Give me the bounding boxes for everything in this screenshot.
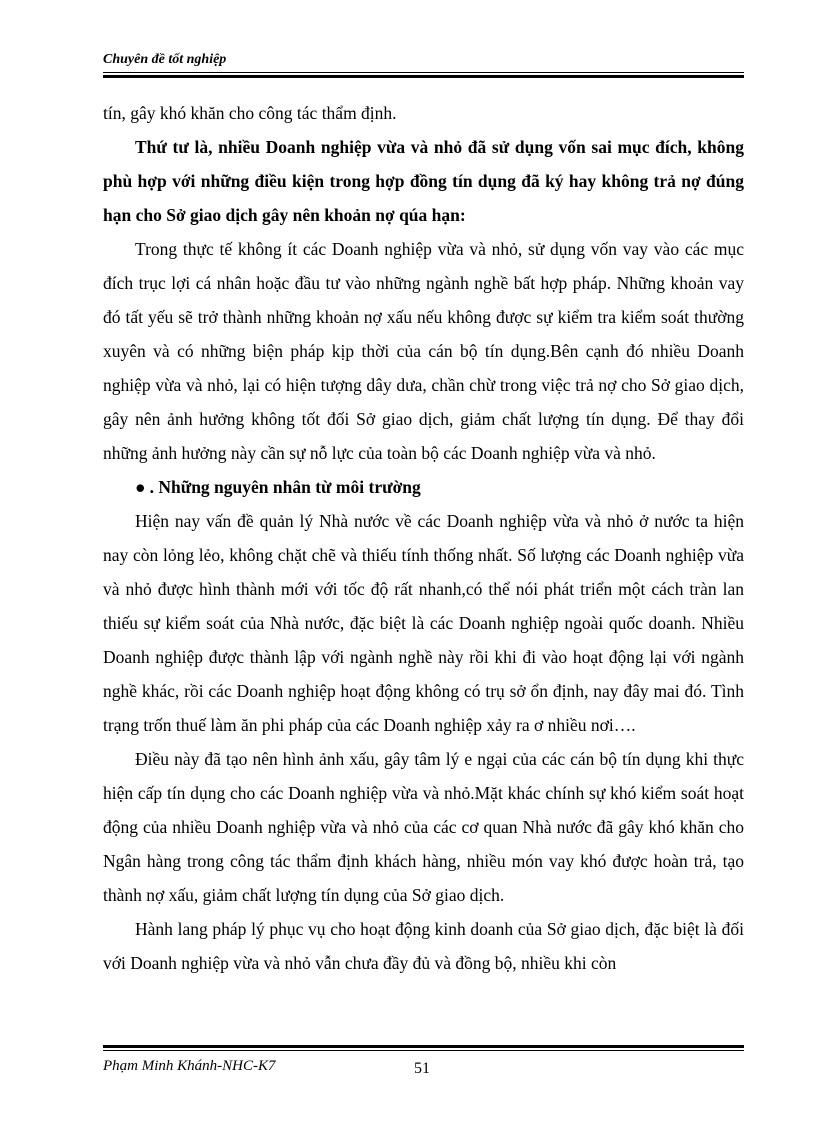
bullet-icon: ● (135, 477, 146, 497)
footer-rule-thick (103, 1045, 744, 1048)
bullet-heading-text: . Những nguyên nhân từ môi trường (149, 477, 421, 497)
paragraph-1: tín, gây khó khăn cho công tác thẩm định. (103, 103, 397, 123)
paragraph-4: Hiện nay vấn đề quản lý Nhà nước về các Doanh nghiệp vừa và nhỏ ở nước ta hiện nay còn lỏng lẻo, không chặt chẽ và thiếu tính thống nhất. Số lượng các Doanh nghiệp vừa và nhỏ được hình thành mới với tốc độ rất nhanh,có thể nói phát triển một cách tràn lan thiếu sự kiểm soát của Nhà nước, đặc biệt là các Doanh nghiệp ngoài quốc doanh. Nhiều Doanh nghiệp được thành lập với ngành nghề này rồi khi đi vào hoạt động lại với ngành nghề khác, rồi các Doanh nghiệp hoạt động không có trụ sở ổn định, nay đây mai đó. Tình trạng trốn thuế làm ăn phi pháp của các Doanh nghiệp xảy ra ơ nhiều nơi…. (103, 511, 744, 735)
paragraph-6: Hành lang pháp lý phục vụ cho hoạt động kinh doanh của Sở giao dịch, đặc biệt là đối với Doanh nghiệp vừa và nhỏ vẫn chưa đầy đủ và đồng bộ, nhiều khi còn (103, 919, 744, 973)
paragraph-2-bold-heading: Thứ tư là, nhiều Doanh nghiệp vừa và nhỏ đã sử dụng vốn sai mục đích, không phù hợp với những điều kiện trong hợp đồng tín dụng đã ký hay không trả nợ đúng hạn cho Sở giao dịch gây nên khoản nợ qúa hạn: (103, 137, 744, 225)
header-rule-thick (103, 75, 744, 78)
document-body (103, 96, 744, 980)
paragraph-5: Điều này đã tạo nên hình ảnh xấu, gây tâm lý e ngại của các cán bộ tín dụng khi thực hiện cấp tín dụng cho các Doanh nghiệp vừa và nhỏ.Mặt khác chính sự khó kiểm soát hoạt động của nhiều Doanh nghiệp vừa và nhỏ của các cơ quan Nhà nước đã gây khó khăn cho Ngân hàng trong công tác thẩm định khách hàng, nhiều món vay khó được hoàn trả, tạo thành nợ xấu, giảm chất lượng tín dụng của Sở giao dịch. (103, 749, 744, 905)
paragraph-3: Trong thực tế không ít các Doanh nghiệp vừa và nhỏ, sử dụng vốn vay vào các mục đích trục lợi cá nhân hoặc đầu tư vào những ngành nghề bất hợp pháp. Những khoản vay đó tất yếu sẽ trở thành những khoản nợ xấu nếu không được sự kiểm tra kiểm soát thường xuyên và có những biện pháp kịp thời của cán bộ tín dụng.Bên cạnh đó nhiều Doanh nghiệp vừa và nhỏ, lại có hiện tượng dây dưa, chần chừ trong việc trả nợ cho Sở giao dịch, gây nên ảnh hưởng không tốt đối Sở giao dịch, giảm chất lượng tín dụng. Để thay đổi những ảnh hưởng này cần sự nỗ lực của toàn bộ các Doanh nghiệp vừa và nhỏ. (103, 239, 744, 463)
header-rule-thin (103, 72, 744, 73)
footer-author: Phạm Minh Khánh-NHC-K7 (103, 1058, 276, 1074)
page-number: 51 (414, 1060, 430, 1077)
page-header-title: Chuyên đề tốt nghiệp (103, 52, 227, 67)
bullet-heading (135, 470, 744, 504)
footer-rule-thin (103, 1050, 744, 1051)
